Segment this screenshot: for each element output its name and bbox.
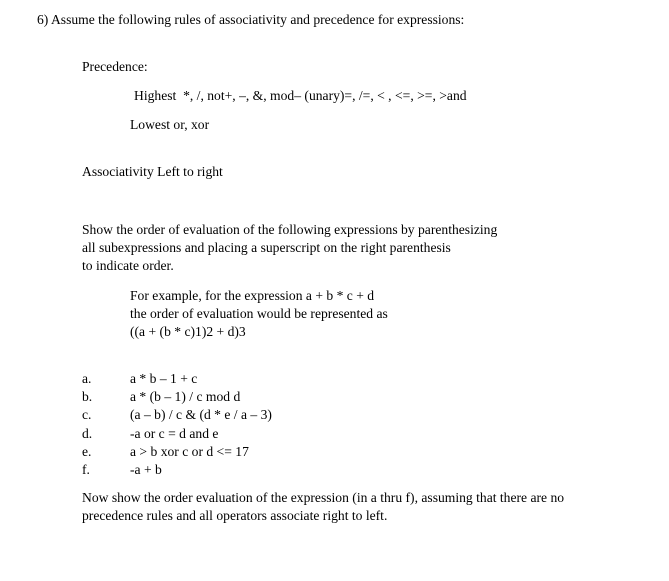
list-item-letter: c. (82, 407, 92, 423)
instructions-line: Show the order of evaluation of the following expressions by parenthesizing (82, 222, 498, 237)
precedence-lowest: Lowest or, xor (130, 117, 210, 132)
example-line: ((a + (b * c)1)2 + d)3 (130, 324, 246, 339)
list-item-letter: f. (82, 461, 90, 477)
question-title: 6) Assume the following rules of associativity and precedence for expressions: (37, 12, 465, 27)
list-item-expression: -a or c = d and e (130, 425, 219, 441)
list-item-expression: (a – b) / c & (d * e / a – 3) (130, 407, 272, 423)
closing-line: precedence rules and all operators associate right to left. (82, 508, 388, 523)
list-item-expression: a > b xor c or d <= 17 (130, 443, 249, 459)
list-item-expression: a * b – 1 + c (130, 371, 198, 386)
closing-line: Now show the order evaluation of the expression (in a thru f), assuming that there are no (82, 490, 565, 505)
list-item-expression: a * (b – 1) / c mod d (130, 389, 241, 405)
list-item-letter: e. (82, 443, 92, 459)
example-line: the order of evaluation would be represented as (130, 306, 388, 321)
list-item-letter: b. (82, 389, 93, 405)
list-item-letter: a. (82, 371, 92, 386)
closing-paragraph (82, 489, 564, 525)
list-item-letter: d. (82, 425, 93, 441)
precedence-highest: Highest *, /, not+, –, &, mod– (unary)=, /=, < , <=, >=, >and (134, 88, 467, 103)
example-line: For example, for the expression a + b * c + d (130, 288, 375, 303)
precedence-heading: Precedence: (82, 59, 148, 74)
instructions-paragraph (82, 221, 497, 275)
associativity-text: Associativity Left to right (82, 164, 223, 179)
example-paragraph (130, 287, 388, 341)
list-item-expression: -a + b (130, 461, 162, 477)
instructions-line: to indicate order. (82, 258, 174, 273)
instructions-line: all subexpressions and placing a superscript on the right parenthesis (82, 240, 451, 255)
